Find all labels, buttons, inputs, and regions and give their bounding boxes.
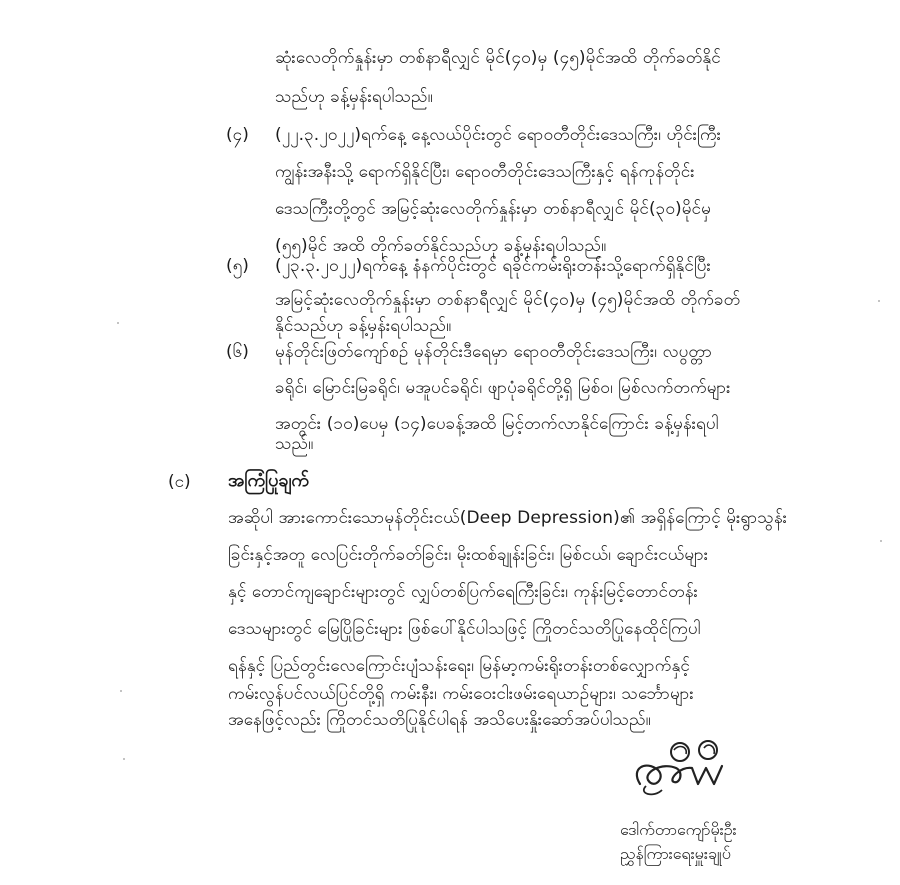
signer-title: ညွှန်ကြားရေးမှူးချုပ်	[620, 844, 731, 863]
handwritten-signature	[618, 738, 798, 808]
advice-line: ခြင်းနှင့်အတူ လေပြင်းတိုက်ခတ်ခြင်း၊ မိုးထစ်ချုန်းခြင်း၊ မြစ်ငယ်၊ ချောင်းငယ်များ	[228, 545, 709, 565]
advice-line: အနေဖြင့်လည်း ကြိုတင်သတိပြုနိုင်ပါရန် အသိပေးနှိုးဆော်အပ်ပါသည်။	[228, 710, 651, 730]
scan-speck	[120, 690, 122, 692]
item-line: (၂၃.၃.၂၀၂၂)ရက်နေ့ နံနက်ပိုင်းတွင် ရခိုင်ကမ်းရိုးတန်းသို့ရောက်ရှိနိုင်ပြီး	[275, 256, 711, 276]
advice-line: နှင့် တောင်ကျချောင်းများတွင် လျှပ်တစ်ပြက်ရေကြီးခြင်း၊ ကုန်းမြင့်တောင်တန်း	[228, 582, 698, 602]
item-line: မုန်တိုင်းဖြတ်ကျော်စဉ် မုန်တိုင်းဒီရေမှာ ရောဝတီတိုင်းဒေသကြီး၊ လပွတ္တာ	[275, 342, 713, 362]
item-line: နိုင်သည်ဟု ခန့်မှန်းရပါသည်။	[275, 316, 452, 336]
carryover-line: သည်ဟု ခန့်မှန်းရပါသည်။	[275, 87, 433, 107]
item-line: ကျွန်းအနီးသို့ ရောက်ရှိနိုင်ပြီး၊ ရောဝတီတိုင်းဒေသကြီးနှင့် ရန်ကုန်တိုင်း	[275, 162, 695, 182]
advice-line: အဆိုပါ အားကောင်းသောမုန်တိုင်းငယ်(Deep Depression)၏ အရှိန်ကြောင့် မိုးရွာသွန်း	[228, 508, 788, 528]
signer-name: ဒေါက်တာကျော်မိုးဦး	[620, 820, 737, 839]
item-line: သည်။	[275, 434, 314, 454]
scan-speck	[117, 322, 119, 324]
scan-speck	[880, 540, 882, 542]
scan-speck	[878, 300, 880, 302]
advice-line: ဒေသများတွင် မြေပြိုခြင်းများ ဖြစ်ပေါ်နိုင်ပါသဖြင့် ကြိုတင်သတိပြုနေထိုင်ကြပါ	[228, 619, 701, 639]
item-number: (၄)	[226, 125, 249, 145]
item-line: ခရိုင်၊ မြောင်းမြခရိုင်၊ မအူပင်ခရိုင်၊ ဖျာပုံခရိုင်တို့ရှိ မြစ်ဝ၊ မြစ်လက်တက်များ	[275, 378, 731, 398]
item-line: အတွင်း (၁၀)ပေမှ (၁၄)ပေခန့်အထိ မြင့်တက်လာနိုင်ကြောင်း ခန့်မှန်းရပါ	[275, 414, 719, 434]
section-heading: အကြံပြုချက်	[228, 470, 310, 491]
scan-speck	[123, 758, 125, 760]
item-line: အမြင့်ဆုံးလေတိုက်နှုန်းမှာ တစ်နာရီလျှင် မိုင်(၄၀)မှ (၄၅)မိုင်အထိ တိုက်ခတ်	[275, 290, 741, 310]
advice-line: ကမ်းလွန်ပင်လယ်ပြင်တို့ရှိ ကမ်းနီး၊ ကမ်းဝေးငါးဖမ်းရေယာဉ်များ၊ သင်္ဘောများ	[228, 684, 694, 704]
item-line: ဒေသကြီးတို့တွင် အမြင့်ဆုံးလေတိုက်နှုန်းမှာ တစ်နာရီလျှင် မိုင်(၃၀)မိုင်မှ	[275, 199, 711, 219]
item-number: (၅)	[226, 256, 249, 276]
item-number: (၆)	[226, 342, 249, 362]
item-line: (၅၅)မိုင် အထိ တိုက်ခတ်နိုင်သည်ဟု ခန့်မှန်းရပါသည်။	[275, 236, 607, 256]
carryover-line: ဆုံးလေတိုက်နှုန်းမှာ တစ်နာရီလျှင် မိုင်(၄၀)မှ (၄၅)မိုင်အထိ တိုက်ခတ်နိုင်	[275, 48, 721, 68]
section-number: (င)	[168, 472, 191, 492]
advice-line: ရန်နှင့် ပြည်တွင်းလေကြောင်းပျံသန်းရေး၊ မြန်မာ့ကမ်းရိုးတန်းတစ်လျှောက်နှင့်	[228, 656, 690, 676]
item-line: (၂၂.၃.၂၀၂၂)ရက်နေ့ နေ့လယ်ပိုင်းတွင် ရောဝတီတိုင်းဒေသကြီး၊ ဟိုင်းကြီး	[275, 125, 722, 145]
